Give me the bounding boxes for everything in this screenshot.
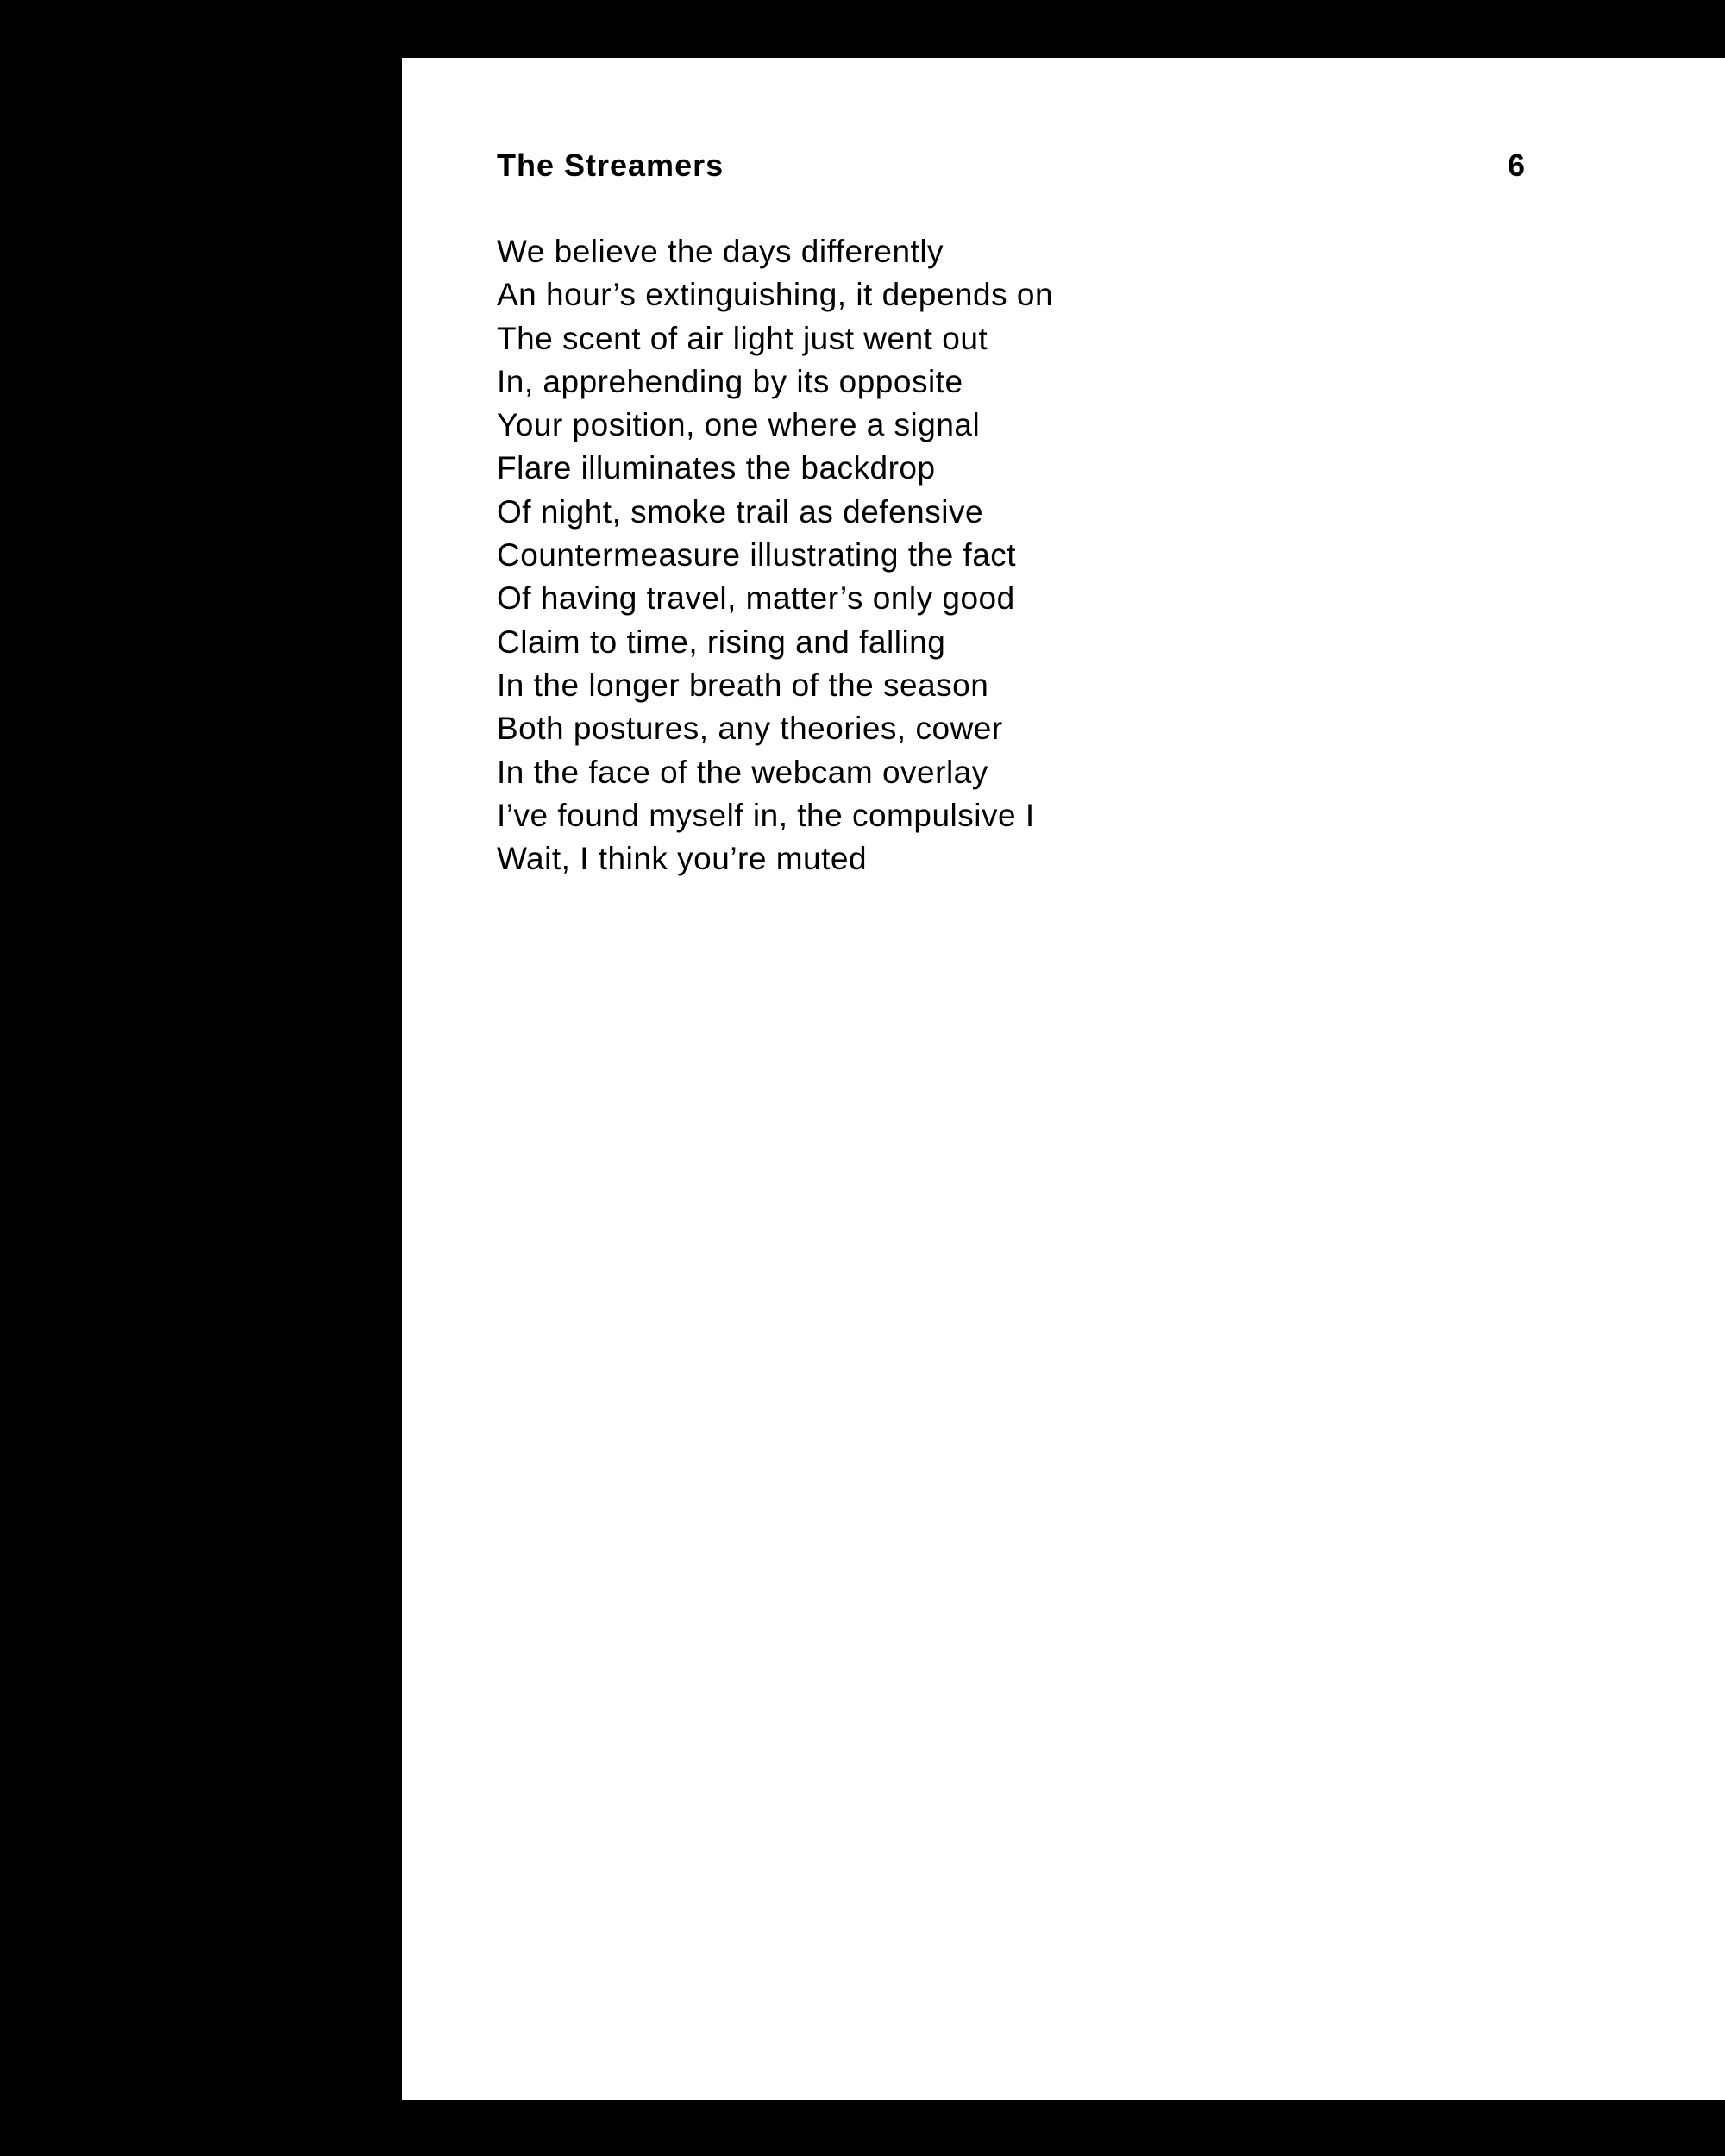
- poem-line: Claim to time, rising and falling: [497, 624, 946, 660]
- poem-line: In, apprehending by its opposite: [497, 363, 963, 399]
- document-page: [402, 58, 1725, 2100]
- poem-line: I’ve found myself in, the compulsive I: [497, 797, 1035, 833]
- poem-line: Countermeasure illustrating the fact: [497, 537, 1017, 573]
- poem-line: Of night, smoke trail as defensive: [497, 493, 984, 530]
- poem-line: An hour’s extinguishing, it depends on: [497, 277, 1054, 313]
- poem-line: In the face of the webcam overlay: [497, 754, 988, 790]
- poem-body: [497, 230, 1053, 881]
- running-title: The Streamers: [497, 147, 724, 183]
- poem-line: Of having travel, matter’s only good: [497, 580, 1015, 617]
- poem-line: Your position, one where a signal: [497, 407, 981, 443]
- poem-line: Both postures, any theories, cower: [497, 711, 1003, 747]
- poem-line: We believe the days differently: [497, 234, 944, 269]
- poem-line: Flare illuminates the backdrop: [497, 450, 936, 486]
- poem-line: In the longer breath of the season: [497, 667, 989, 703]
- poem-line: Wait, I think you’re muted: [497, 841, 868, 877]
- poem-line: The scent of air light just went out: [497, 320, 988, 356]
- page-number: 6: [1508, 147, 1526, 183]
